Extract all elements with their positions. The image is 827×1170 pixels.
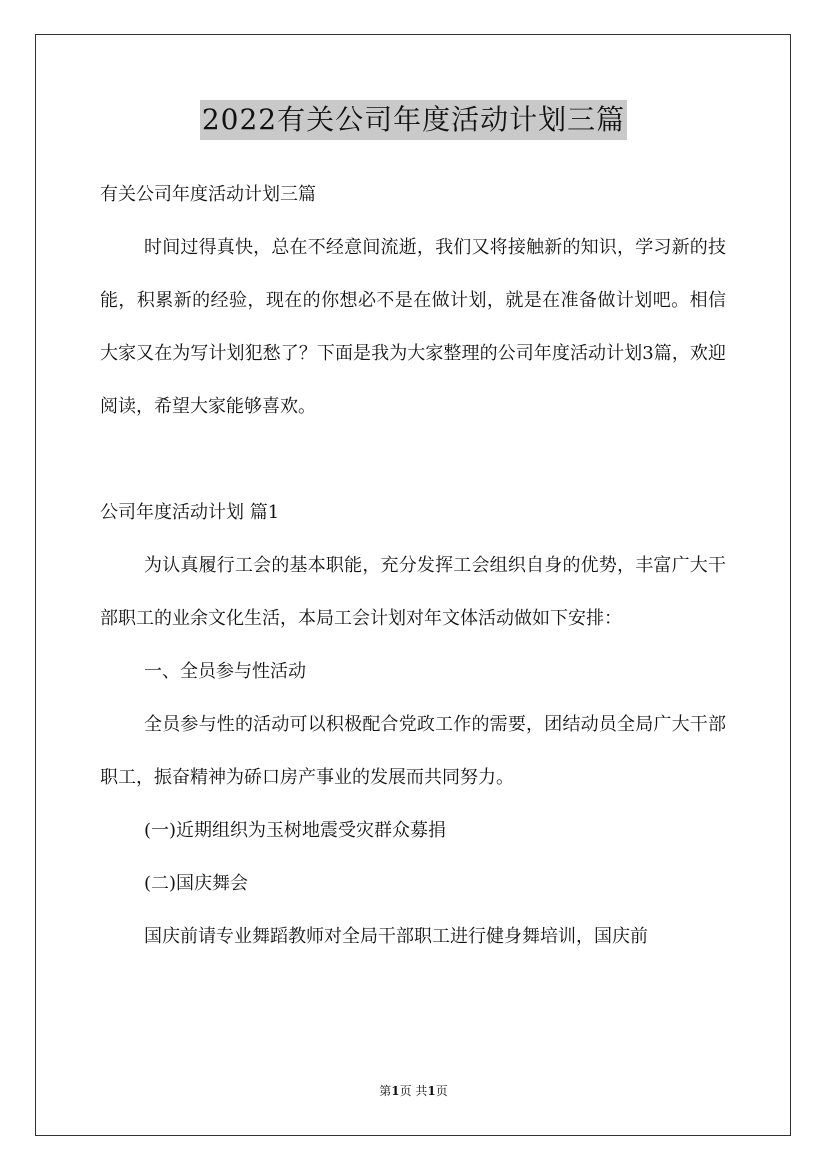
intro-paragraph: 时间过得真快，总在不经意间流逝，我们又将接触新的知识，学习新的技能，积累新的经验，现在的你想必不是在做计划，就是在准备做计划吧。相信大家又在为写计划犯愁了？下面是我为大家整理的公司年度活动计划3篇，欢迎阅读，希望大家能够喜欢。	[100, 237, 726, 417]
footer-mid: 页 共	[399, 1084, 428, 1098]
section-heading: 公司年度活动计划 篇1	[100, 502, 280, 523]
document-body	[100, 168, 726, 963]
section-paragraph: 为认真履行工会的基本职能，充分发挥工会组织自身的优势，丰富广大干部职工的业余文化生活，本局工会计划对年文体活动做如下安排：	[100, 555, 726, 629]
title-container	[0, 100, 827, 140]
footer-total-pages: 1	[427, 1084, 436, 1098]
paragraph-spacer	[100, 433, 726, 486]
footer-prefix: 第	[379, 1084, 392, 1098]
item-heading: 一、全员参与性活动	[144, 661, 306, 682]
sub-item-2-paragraph: 国庆前请专业舞蹈教师对全局干部职工进行健身舞培训，国庆前	[144, 926, 648, 947]
document-subtitle: 有关公司年度活动计划三篇	[100, 184, 316, 205]
footer-page-number: 1	[391, 1084, 400, 1098]
sub-item-1: (一)近期组织为玉树地震受灾群众募捐	[144, 820, 447, 841]
document-title: 2022有关公司年度活动计划三篇	[200, 100, 627, 140]
item-paragraph: 全员参与性的活动可以积极配合党政工作的需要，团结动员全局广大干部职工，振奋精神为硚口房产事业的发展而共同努力。	[100, 714, 726, 788]
page-footer	[0, 1083, 827, 1099]
footer-suffix: 页	[435, 1084, 448, 1098]
sub-item-2: (二)国庆舞会	[144, 873, 249, 894]
